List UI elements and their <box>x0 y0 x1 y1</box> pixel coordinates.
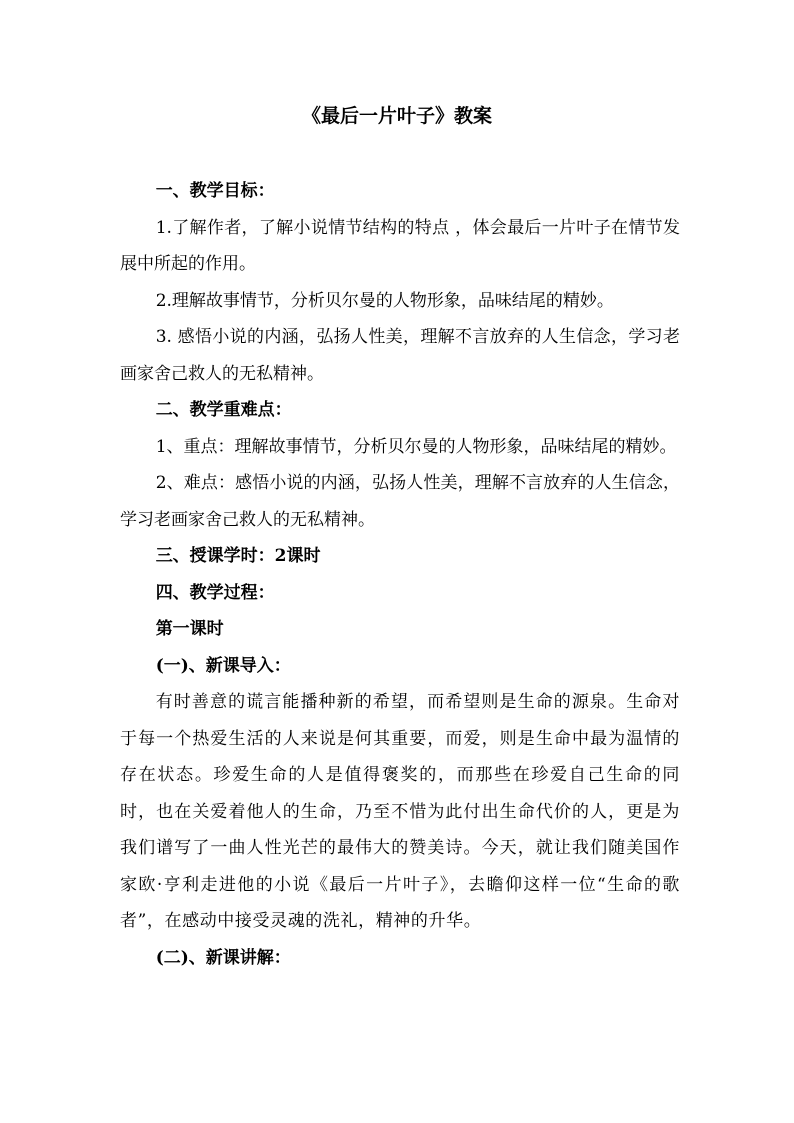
heading-teaching-goals: 一、教学目标： <box>155 181 275 201</box>
key-point-item: 2、难点：感悟小说的内涵，弘扬人性美，理解不言放弃的人生信念，学习老画家舍己救人的无私精神。 <box>120 473 680 530</box>
heading-key-points: 二、教学重难点： <box>155 400 292 420</box>
goal-item: 3. 感悟小说的内涵，弘扬人性美，理解不言放弃的人生信念，学习老画家舍己救人的无私精神。 <box>120 327 680 384</box>
heading-teaching-process: 四、教学过程： <box>155 582 275 603</box>
heading-class-hours: 三、授课学时：2课时 <box>155 546 321 566</box>
goal-item: 2.理解故事情节，分析贝尔曼的人物形象，品味结尾的精妙。 <box>155 290 614 311</box>
goal-item: 1.了解作者，了解小说情节结构的特点 ，体会最后一片叶子在情节发展中所起的作用。 <box>120 217 680 274</box>
key-point-item: 1、重点：理解故事情节，分析贝尔曼的人物形象，品味结尾的精妙。 <box>155 436 677 457</box>
document-title: 《最后一片叶子》教案 <box>301 105 492 127</box>
section-new-lesson-intro: (一)、新课导入： <box>155 655 291 676</box>
section-new-lesson-explanation: (二)、新课讲解： <box>155 947 291 968</box>
lesson-one-heading: 第一课时 <box>155 619 224 639</box>
intro-paragraph: 有时善意的谎言能播种新的希望，而希望则是生命的源泉。生命对于每一个热爱生活的人来说是何其重要，而爱，则是生命中最为温情的存在状态。珍爱生命的人是值得褒奖的，而那些在珍爱自己生命的同时，也在关爱着他人的生命，乃至不惜为此付出生命代价的人，更是为我们谱写了一曲人性光芒的最伟大的赞美诗。今天，就让我们随美国作家欧·亨利走进他的小说《最后一片叶子》，去瞻仰这样一位“生命的歌者”，在感动中接受灵魂的洗礼，精神的升华。 <box>120 692 680 931</box>
document-body <box>120 173 680 976</box>
